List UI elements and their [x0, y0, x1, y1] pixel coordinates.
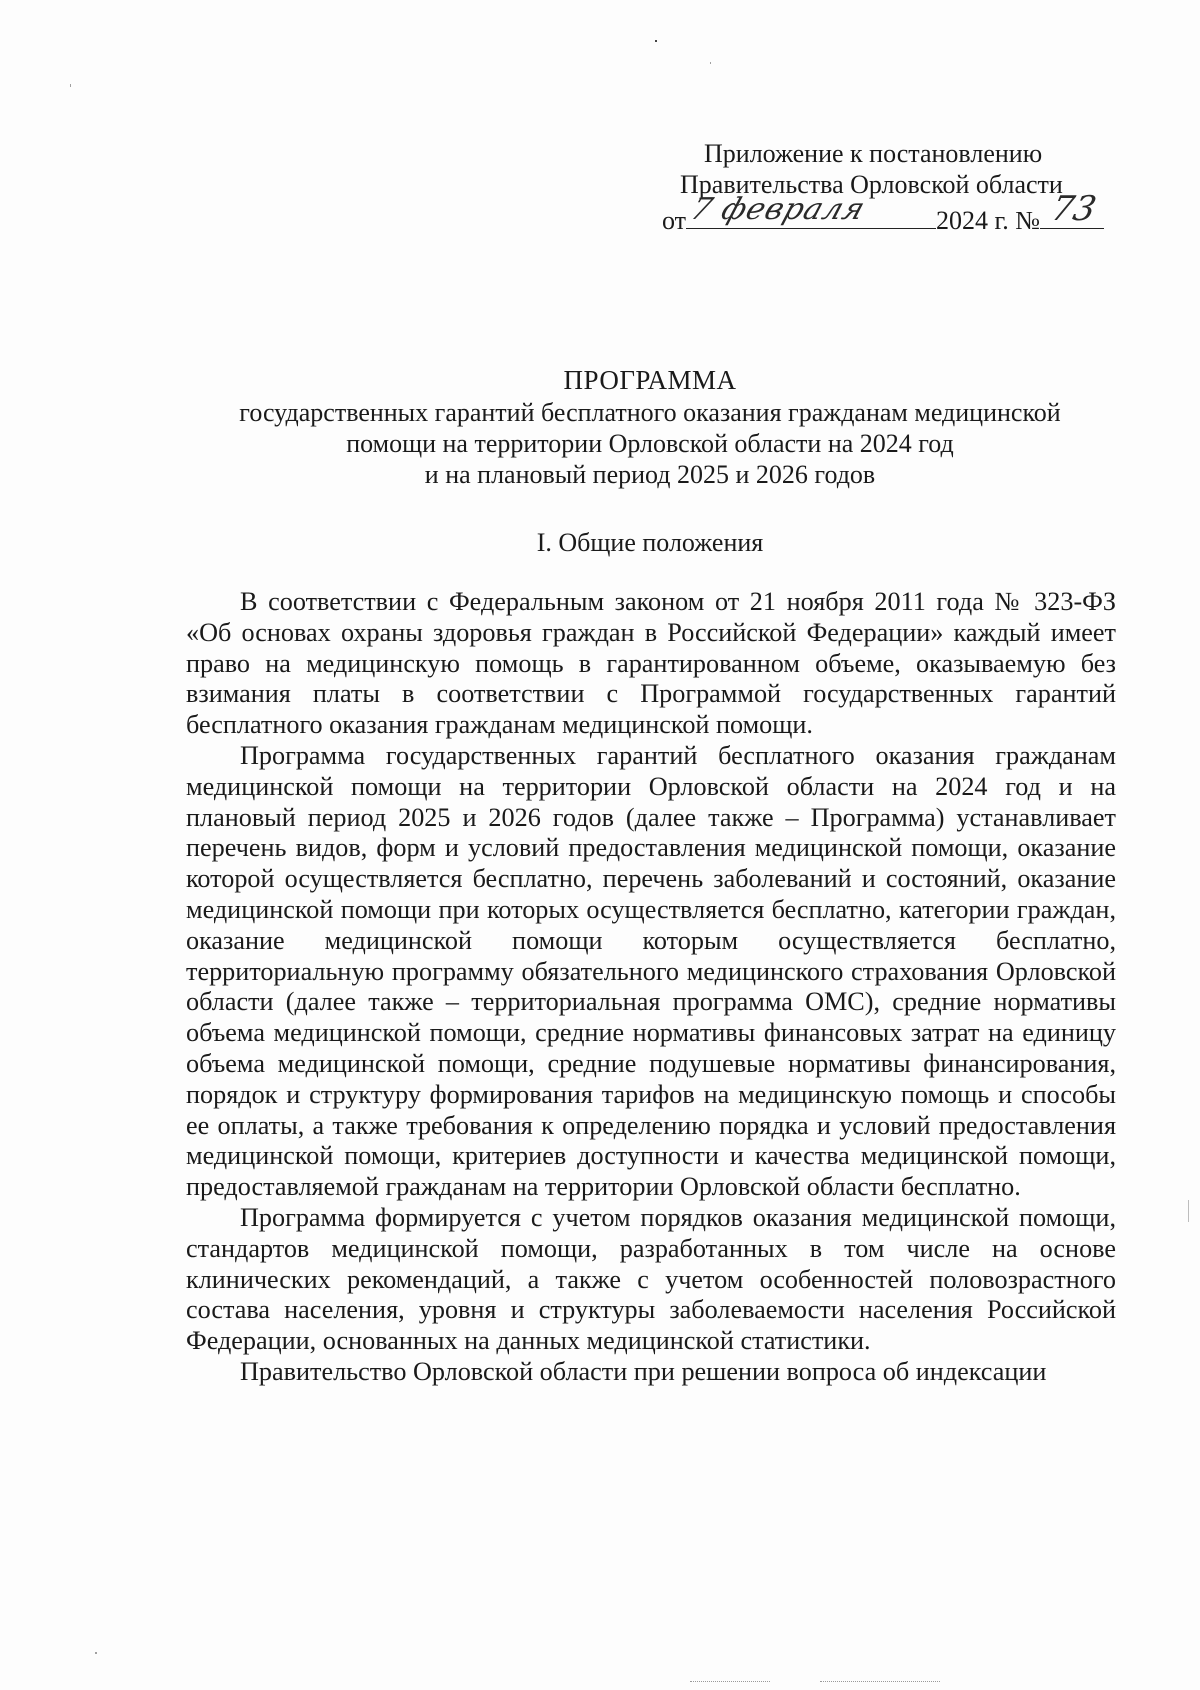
scan-dots — [820, 1681, 940, 1683]
document-title — [140, 364, 1160, 490]
title-line-2: помощи на территории Орловской области на 2024 год — [346, 429, 954, 458]
paragraph: Программа формируется с учетом порядков оказания медицинской помощи, стандартов медицинской помощи, разработанных в том числе на основе клинических рекомендаций, а также с учетом особенностей половозрастного состава населения, уровня и структуры заболеваемости населения Российской Федерации, основанных на данных медицинской статистики. — [186, 1202, 1116, 1356]
section-heading: I. Общие положения — [536, 528, 764, 557]
scan-speck — [1188, 1200, 1189, 1222]
date-underline — [686, 192, 936, 229]
number-underline — [1040, 189, 1104, 229]
title-line-3: и на плановый период 2025 и 2026 годов — [424, 460, 876, 489]
scan-speck — [710, 62, 711, 64]
scan-speck — [655, 40, 657, 42]
handwritten-number: 73 — [1047, 189, 1100, 229]
handwritten-date: 7 февраля — [686, 192, 871, 227]
title-main: ПРОГРАММА — [563, 365, 737, 395]
document-body — [186, 587, 1116, 1388]
scan-speck — [95, 1652, 97, 1654]
scan-speck — [70, 84, 71, 87]
paragraph: В соответствии с Федеральным законом от 21 ноября 2011 года № 323-ФЗ «Об основах охраны здоровья граждан в Российской Федерации» каждый имеет право на медицинскую помощь в гарантированном объеме, оказываемую без взимания платы в соответствии с Программой государственных гарантий бесплатного оказания гражданам медицинской помощи. — [186, 587, 1116, 740]
title-line-1: государственных гарантий бесплатного оказания гражданам медицинской — [239, 398, 1061, 427]
appendix-date-line — [662, 189, 1104, 236]
appendix-from-label: от — [662, 206, 687, 235]
paragraph: Правительство Орловской области при решении вопроса об индексации — [240, 1356, 1047, 1386]
appendix-line-2: Правительства Орловской области — [680, 170, 1063, 199]
scan-dots — [690, 1681, 770, 1683]
appendix-year-label: 2024 г. № — [936, 206, 1041, 235]
paragraph: Программа государственных гарантий бесплатного оказания гражданам медицинской помощи на территории Орловской области на 2024 год и на плановый период 2025 и 2026 годов (далее также – Программа) устанавливает перечень видов, форм и условий предоставления медицинской помощи, оказание которой осуществляется бесплатно, перечень заболеваний и состояний, оказание медицинской помощи при которых осуществляется бесплатно, категории граждан, оказание медицинской помощи которым осуществляется бесплатно, территориальную программу обязательного медицинского страхования Орловской области (далее также – территориальная программа ОМС), средние нормативы объема медицинской помощи, средние нормативы финансовых затрат на единицу объема медицинской помощи, средние подушевые нормативы финансирования, порядок и структуру формирования тарифов на медицинскую помощь и способы ее оплаты, а также требования к определению порядка и условий предоставления медицинской помощи, критериев доступности и качества медицинской помощи, предоставляемой гражданам на территории Орловской области бесплатно. — [186, 740, 1116, 1202]
appendix-line-1: Приложение к постановлению — [704, 139, 1043, 168]
